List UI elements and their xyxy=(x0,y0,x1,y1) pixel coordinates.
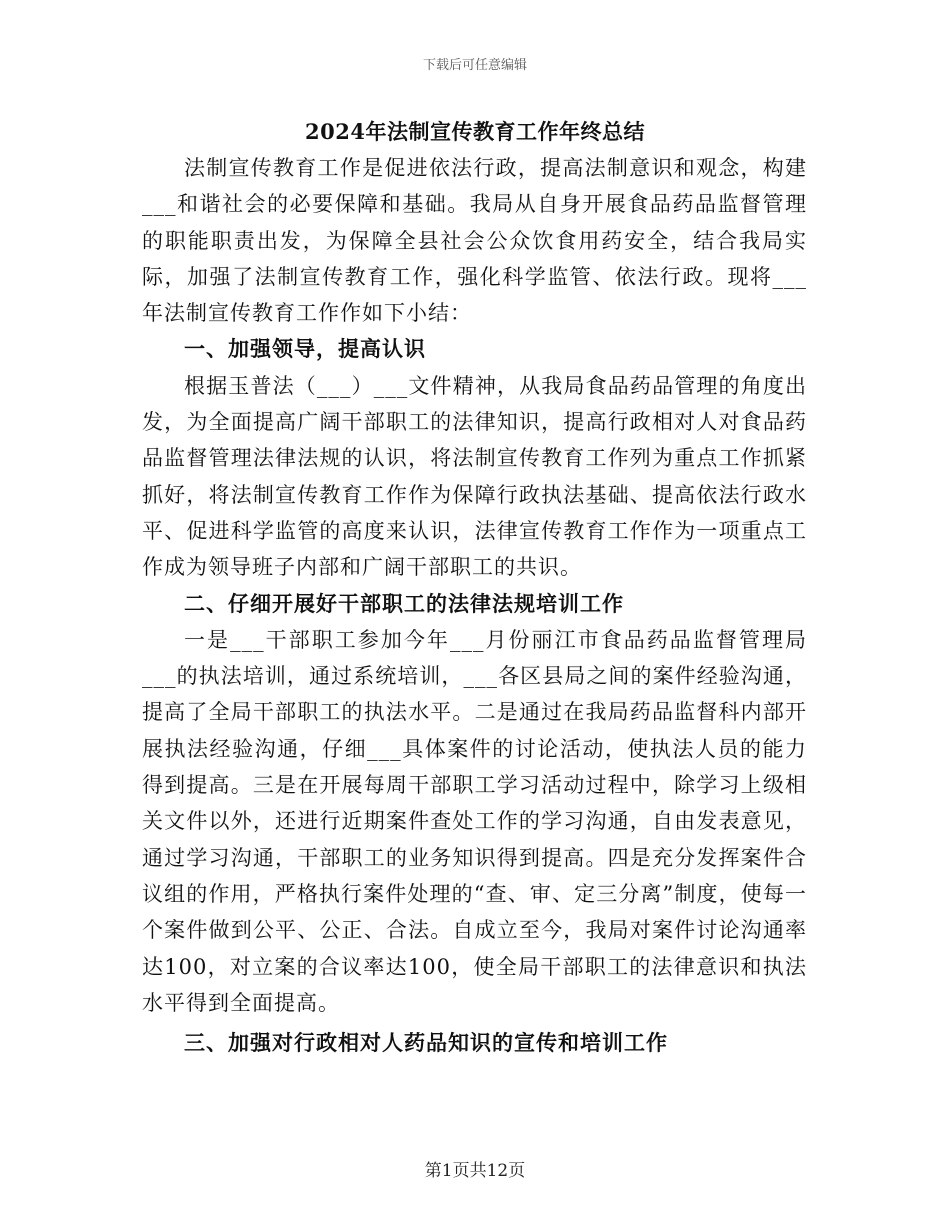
document-body xyxy=(142,150,807,1061)
page-number: 第1页共12页 xyxy=(424,1161,526,1181)
header-note: 下载后可任意编辑 xyxy=(422,58,527,73)
document-title: 2024年法制宣传教育工作年终总结 xyxy=(305,119,645,144)
section-paragraph-2: 一是___干部职工参加今年___月份丽江市食品药品监督管理局___的执法培训，通过系统培训，___各区县局之间的案件经验沟通，提高了全局干部职工的执法水平。二是通过在我局药品监督科内部开展执法经验沟通，仔细___具体案件的讨论活动，使执法人员的能力得到提高。三是在开展每周干部职工学习活动过程中，除学习上级相关文件以外，还进行近期案件查处工作的学习沟通，自由发表意见，通过学习沟通，干部职工的业务知识得到提高。四是充分发挥案件合议组的作用，严格执行案件处理的“查、审、定三分离”制度，使每一个案件做到公平、公正、合法。自成立至今，我局对案件讨论沟通率达100，对立案的合议率达100，使全局干部职工的法律意识和执法水平得到全面提高。 xyxy=(142,627,807,1015)
intro-paragraph: 法制宣传教育工作是促进依法行政，提高法制意识和观念，构建___和谐社会的必要保障和基础。我局从自身开展食品药品监督管理的职能职责出发，为保障全县社会公众饮食用药安全，结合我局实际，加强了法制宣传教育工作，强化科学监管、依法行政。现将___年法制宣传教育工作作如下小结： xyxy=(142,156,807,326)
section-paragraph-1: 根据玉普法（___）___文件精神，从我局食品药品管理的角度出发，为全面提高广阔干部职工的法律知识，提高行政相对人对食品药品监督管理法律法规的认识，将法制宣传教育工作列为重点工作抓紧抓好，将法制宣传教育工作作为保障行政执法基础、提高依法行政水平、促进科学监管的高度来认识，法律宣传教育工作作为一项重点工作成为领导班子内部和广阔干部职工的共识。 xyxy=(142,373,807,580)
section-heading-2: 二、仔细开展好干部职工的法律法规培训工作 xyxy=(184,590,624,616)
section-heading-1: 一、加强领导，提高认识 xyxy=(184,336,426,362)
section-heading-3: 三、加强对行政相对人药品知识的宣传和培训工作 xyxy=(184,1030,668,1056)
